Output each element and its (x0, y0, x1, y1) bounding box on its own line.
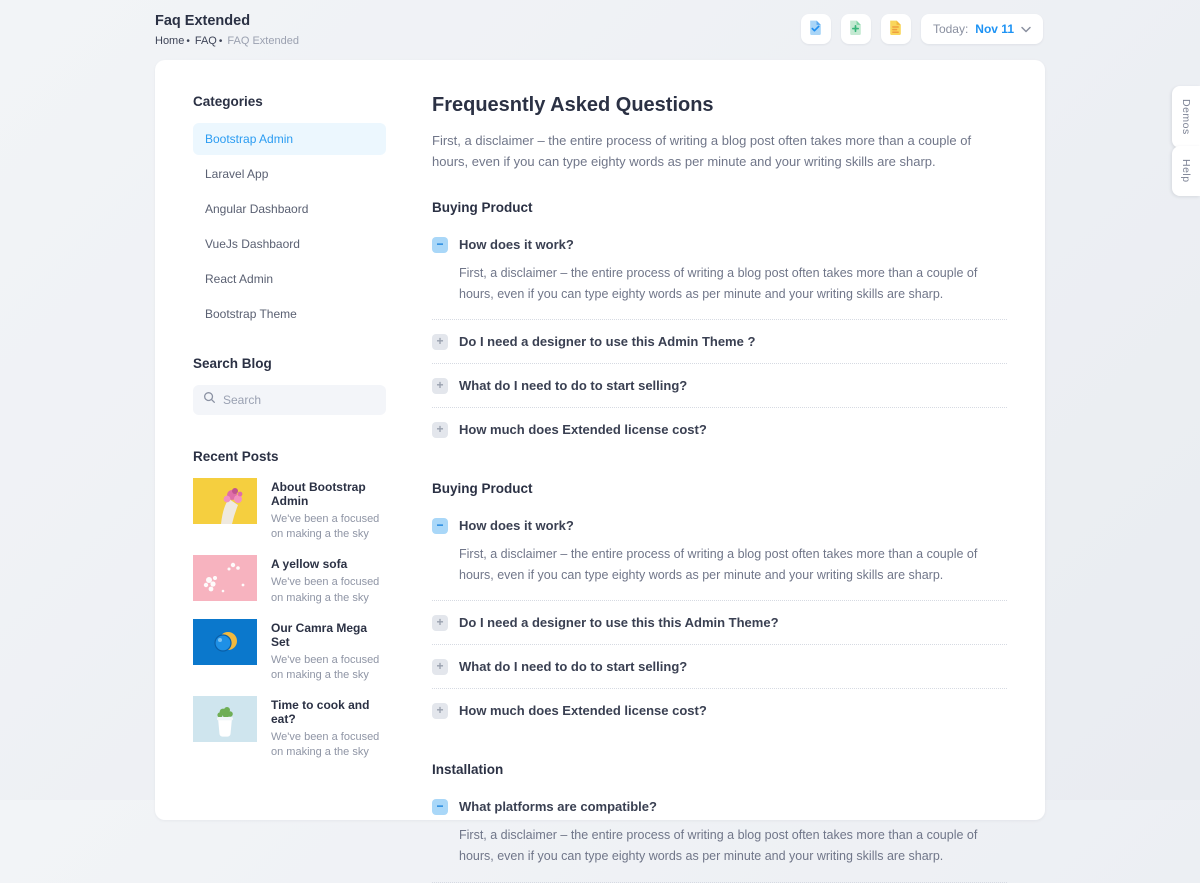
category-react-admin[interactable]: React Admin (205, 272, 274, 286)
recent-post-item[interactable] (193, 478, 386, 542)
faq-question-row[interactable] (432, 702, 1007, 719)
file-report-button[interactable] (881, 14, 911, 44)
post-text (271, 555, 383, 605)
post-title[interactable]: About Bootstrap Admin (271, 480, 366, 508)
expand-icon[interactable] (432, 422, 448, 438)
section-heading: Buying Product (432, 481, 533, 497)
post-excerpt: We've been a focused on making a the sky (271, 513, 380, 541)
post-excerpt: We've been a focused on making a the sky (271, 731, 380, 759)
expand-icon[interactable] (432, 615, 448, 631)
sidebar (193, 94, 386, 786)
date-picker-label: Today: (932, 22, 969, 36)
faq-intro: First, a disclaimer – the entire process of writing a blog post often takes more than a couple of hours, even if you can type eighty words as per minute and your writing skills are sharp. (432, 133, 972, 170)
faq-section-installation (432, 762, 1007, 882)
categories-list (193, 123, 386, 330)
file-report-icon (887, 19, 904, 39)
category-laravel-app[interactable]: Laravel App (205, 167, 269, 181)
faq-page-title: Frequesntly Asked Questions (432, 94, 714, 116)
chevron-down-icon (1021, 20, 1031, 38)
category-vuejs-dashbaord[interactable]: VueJs Dashbaord (205, 237, 300, 251)
search-icon (203, 391, 216, 409)
faq-item (432, 408, 1007, 451)
faq-question-row[interactable] (432, 658, 1007, 675)
faq-question-row[interactable] (432, 517, 1007, 534)
faq-question: Do I need a designer to use this Admin Theme ? (459, 334, 756, 350)
breadcrumb-faq[interactable]: FAQ • (195, 35, 228, 47)
page-title: Faq Extended (155, 13, 251, 29)
post-text (271, 696, 386, 760)
post-thumbnail-yellow-flowers (193, 478, 257, 524)
recent-post-item[interactable] (193, 555, 386, 605)
header-actions (801, 14, 1043, 44)
faq-item (432, 601, 1007, 645)
recent-post-item[interactable] (193, 696, 386, 760)
recent-post-item[interactable] (193, 619, 386, 683)
faq-section-buying-product-2 (432, 481, 1007, 732)
expand-icon[interactable] (432, 334, 448, 350)
post-thumbnail-pink-flowers (193, 555, 257, 601)
date-picker[interactable] (921, 14, 1043, 44)
faq-content (432, 94, 1007, 863)
collapse-icon[interactable] (432, 237, 448, 253)
faq-item (432, 689, 1007, 732)
faq-question-row[interactable] (432, 333, 1007, 350)
faq-item (432, 364, 1007, 408)
demos-tab[interactable]: Demos (1172, 86, 1200, 148)
categories-heading: Categories (193, 94, 263, 109)
help-tab[interactable]: Help (1172, 146, 1200, 196)
faq-item (432, 645, 1007, 689)
post-title[interactable]: Our Camra Mega Set (271, 620, 368, 649)
faq-question: What platforms are compatible? (459, 799, 657, 815)
breadcrumb (155, 35, 299, 47)
faq-item (432, 320, 1007, 364)
expand-icon[interactable] (432, 703, 448, 719)
faq-question-row[interactable] (432, 614, 1007, 631)
collapse-icon[interactable] (432, 799, 448, 815)
section-heading: Installation (432, 762, 504, 778)
title-block (155, 11, 299, 47)
page-header (155, 0, 1043, 58)
faq-question: Do I need a designer to use this this Admin Theme? (459, 615, 779, 631)
faq-question-row[interactable] (432, 236, 1007, 253)
faq-section-buying-product-1 (432, 200, 1007, 451)
faq-question-row[interactable] (432, 421, 1007, 438)
file-add-button[interactable] (841, 14, 871, 44)
category-bootstrap-admin[interactable]: Bootstrap Admin (193, 123, 386, 155)
post-excerpt: We've been a focused on making a the sky (271, 653, 380, 681)
collapse-icon[interactable] (432, 518, 448, 534)
faq-item (432, 504, 1007, 601)
post-title[interactable]: A yellow sofa (271, 557, 348, 572)
breadcrumb-home[interactable]: Home • (155, 35, 195, 47)
section-heading: Buying Product (432, 199, 533, 215)
post-text (271, 478, 386, 542)
faq-answer: First, a disclaimer – the entire process of writing a blog post often takes more than a couple of hours, even if you can type eighty words as per minute and your writing skills are sharp. (459, 828, 978, 863)
post-title[interactable]: Time to cook and eat? (271, 698, 370, 727)
file-check-button[interactable] (801, 14, 831, 44)
faq-question-row[interactable] (432, 377, 1007, 394)
post-text (271, 619, 386, 683)
date-picker-value: Nov 11 (975, 22, 1014, 36)
recent-posts-section (193, 449, 386, 760)
faq-question: What do I need to do to start selling? (459, 378, 688, 394)
faq-question: How much does Extended license cost? (459, 422, 707, 438)
file-check-icon (807, 19, 824, 39)
faq-question: How much does Extended license cost? (459, 703, 707, 719)
expand-icon[interactable] (432, 378, 448, 394)
search-input[interactable] (223, 393, 376, 407)
search-box[interactable] (193, 385, 386, 415)
post-thumbnail-plant-pot (193, 696, 257, 742)
post-excerpt: We've been a focused on making a the sky (271, 576, 380, 604)
faq-answer: First, a disclaimer – the entire process of writing a blog post often takes more than a couple of hours, even if you can type eighty words as per minute and your writing skills are sharp. (459, 547, 978, 582)
breadcrumb-current: FAQ Extended (227, 35, 299, 47)
faq-item (432, 785, 1007, 882)
expand-icon[interactable] (432, 659, 448, 675)
category-bootstrap-theme[interactable]: Bootstrap Theme (205, 307, 297, 321)
faq-question-row[interactable] (432, 798, 1007, 815)
category-angular-dashbaord[interactable]: Angular Dashbaord (205, 202, 309, 216)
faq-question: How does it work? (459, 236, 574, 252)
search-blog-heading: Search Blog (193, 356, 272, 371)
faq-question: How does it work? (459, 518, 574, 534)
faq-card (155, 60, 1045, 863)
file-add-icon (847, 19, 864, 39)
recent-posts-heading: Recent Posts (193, 449, 279, 464)
faq-question: What do I need to do to start selling? (459, 659, 688, 675)
search-section (193, 356, 386, 415)
faq-item (432, 223, 1007, 320)
post-thumbnail-camera-lens (193, 619, 257, 665)
faq-answer: First, a disclaimer – the entire process of writing a blog post often takes more than a couple of hours, even if you can type eighty words as per minute and your writing skills are sharp. (459, 265, 978, 301)
